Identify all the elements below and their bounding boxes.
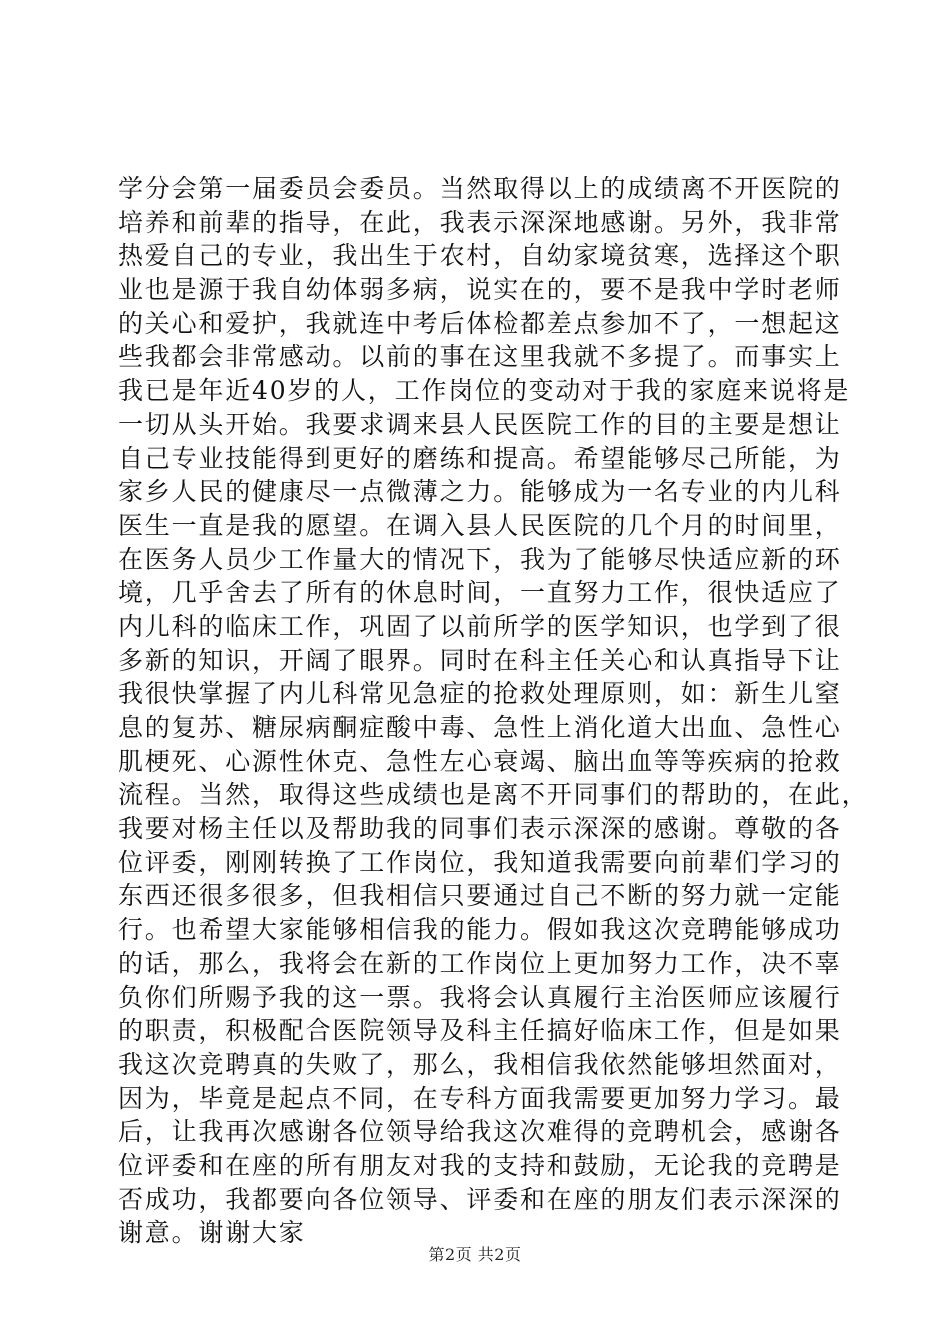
text-line: 我很快掌握了内儿科常见急症的抢救处理原则，如：新生儿窒 — [118, 679, 842, 709]
text-line: 的话，那么，我将会在新的工作岗位上更加努力工作，决不辜 — [118, 948, 842, 978]
text-line: 行。也希望大家能够相信我的能力。假如我这次竞聘能够成功 — [118, 915, 842, 945]
text-line: 位评委和在座的所有朋友对我的支持和鼓励，无论我的竞聘是 — [118, 1150, 842, 1180]
text-line: 热爱自己的专业，我出生于农村，自幼家境贫寒，选择这个职 — [118, 241, 842, 271]
text-line: 谢意。谢谢大家 — [118, 1218, 306, 1248]
text-line: 东西还很多很多，但我相信只要通过自己不断的努力就一定能 — [118, 881, 842, 911]
body-text — [118, 172, 869, 1250]
text-line: 多新的知识，开阔了眼界。同时在科主任关心和认真指导下让 — [118, 645, 842, 675]
text-line: 后，让我再次感谢各位领导给我这次难得的竞聘机会，感谢各 — [118, 1117, 842, 1147]
text-line: 家乡人民的健康尽一点微薄之力。能够成为一名专业的内儿科 — [118, 477, 842, 507]
text-line: 息的复苏、糖尿病酮症酸中毒、急性上消化道大出血、急性心 — [118, 713, 842, 742]
text-line: 一切从头开始。我要求调来县人民医院工作的目的主要是想让 — [118, 409, 842, 439]
text-line: 因为，毕竟是起点不同，在专科方面我需要更加努力学习。最 — [118, 1083, 842, 1113]
text-line: 位评委，刚刚转换了工作岗位，我知道我需要向前辈们学习的 — [118, 847, 842, 877]
text-line: 负你们所赐予我的这一票。我将会认真履行主治医师应该履行 — [118, 982, 842, 1012]
text-line: 我要对杨主任以及帮助我的同事们表示深深的感谢。尊敬的各 — [118, 814, 842, 844]
text-line: 医生一直是我的愿望。在调入县人民医院的几个月的时间里， — [118, 510, 842, 540]
page-number-label: 第2页 共2页 — [428, 1245, 522, 1264]
text-line: 我这次竞聘真的失败了，那么，我相信我依然能够坦然面对， — [118, 1049, 842, 1079]
text-line: 的关心和爱护，我就连中考后体检都差点参加不了，一想起这 — [118, 308, 842, 338]
text-line: 否成功，我都要向各位领导、评委和在座的朋友们表示深深的 — [118, 1184, 842, 1214]
text-line: 流程。当然，取得这些成绩也是离不开同事们的帮助的，在此， — [118, 780, 869, 810]
text-line: 些我都会非常感动。以前的事在这里我就不多提了。而事实上 — [118, 342, 842, 372]
text-line: 自己专业技能得到更好的磨练和提高。希望能够尽己所能，为 — [118, 443, 842, 473]
text-line: 肌梗死、心源性休克、急性左心衰竭、脑出血等等疾病的抢救 — [118, 746, 842, 776]
text-line: 境，几乎舍去了所有的休息时间，一直努力工作，很快适应了 — [118, 578, 842, 608]
text-line: 培养和前辈的指导，在此，我表示深深地感谢。另外，我非常 — [118, 207, 842, 237]
text-line: 内儿科的临床工作，巩固了以前所学的医学知识，也学到了很 — [118, 611, 842, 641]
text-line: 学分会第一届委员会委员。当然取得以上的成绩离不开医院的 — [118, 174, 842, 203]
text-line: 业也是源于我自幼体弱多病，说实在的，要不是我中学时老师 — [118, 275, 842, 305]
text-line: 的职责，积极配合医院领导及科主任搞好临床工作，但是如果 — [118, 1016, 842, 1046]
text-line: 在医务人员少工作量大的情况下，我为了能够尽快适应新的环 — [118, 544, 842, 574]
text-line: 我已是年近40岁的人，工作岗位的变动对于我的家庭来说将是 — [118, 376, 851, 406]
page-footer — [0, 1242, 950, 1265]
